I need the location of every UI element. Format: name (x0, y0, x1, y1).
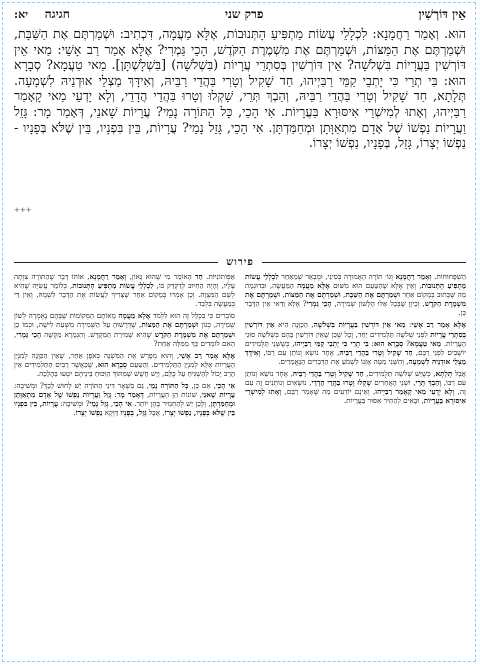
dibbur-hamatchil: אִי הָכֵי (215, 381, 235, 391)
dibbur-hamatchil: וּשְׁמַרְתֶּם אֶת הַמַּצּוֹת (284, 290, 341, 300)
dibbur-hamatchil: סְבָרָא הוּא (373, 338, 404, 348)
dibbur-hamatchil: אִי הָכֵי (113, 399, 132, 409)
dibbur-hamatchil: חַד שָׁקִיל וְטָרִי בַּהֲדֵי רַבֵּיהּ (339, 347, 413, 357)
commentary-paragraph: אִי הָכֵי, אִם כֵּן, כָּל הַתּוֹרָה נָמֵי, גַּם בִּשְׁאָר דִּינֵי הַתּוֹרָה יֵשׁ לָחוּשׁ לְכָךְ? וּמְשִׁיבָה: עֲרָיוֹת שָׁאנֵי, שׁוֹנוֹת הֵן הָעֲרָיוֹת, דְּאָמַר מָר: גָּזֵל וַעֲרָיוֹת נַפְשׁוֹ שֶׁל אָדָם מִתְאַוָּתָן וּמְחַמַּדְתָּן, וְלָכֵן יֵשׁ לְהַחְמִיר בָּהֶן יוֹתֵר. אִי הָכֵי, גָּזֵל נָמֵי? וּמְשִׁיבָה: עֲרָיוֹת, בֵּין בִּפְנָיו בֵּין שֶׁלֹּא בְּפָנָיו, נַפְשׁוֹ יְצָרוֹ, אֲבָל גָּזֵל, בְּפָנָיו דַּוְקָא נַפְשׁוֹ יְצָרוֹ. (14, 381, 235, 418)
dibbur-hamatchil: לִכְלָלֵי עֲשׂוֹת מַתְפִּיעַ הָתְּנוּבוֹת (72, 281, 154, 291)
dibbur-hamatchil: עֲרָיוֹת, בֵּין בִּפְנָיו בֵּין שֶׁלֹּא בְּפָנָיו, נַפְשׁוֹ יְצָרוֹ (14, 399, 235, 418)
page-header (14, 6, 466, 22)
divider-line-left (14, 262, 218, 263)
dibbur-hamatchil: וּשְׁמַרְתֶּם אֶת מִשְׁמֶרֶת הַקֹּדֶשׁ (154, 329, 235, 339)
commentary-paragraph: אַפְּוֹתוֹנִיּוֹת. חַד הָאוֹמֵר מִי שֶׁהוּא גָּאוֹן, וְאָמַר רַחֲמָנָא, אוֹתוֹ דָּבָר שֶׁהַתּוֹרָה צִוְּתָה עָלָיו, וְהָיָה הַחִיּוּב לְדַקְדֵּק בּוֹ, לִכְלָלֵי עֲשׂוֹת מַתְפִּיעַ הָתְּנוּבוֹת, כְּלוֹמַר עֲשִׂיָּה שֶׁהִיא לְשֵׁם הַמִּצְוָה. וְכֵן אָמְרוּ בְּמָקוֹם אַחֵר שֶׁצָּרִיךְ לַעֲשׂוֹת אֶת הַדָּבָר לִשְׁמָהּ, וְאֵין דַּי בְּמַעֲשֶׂה בִּלְבַד. (14, 272, 235, 309)
header-chapter-number: פרק שני (224, 6, 264, 21)
dibbur-hamatchil: אֶלָּא אָמַר רַב אָשֵׁי (179, 350, 235, 360)
dibbur-hamatchil: דְּאָמַר מָר (116, 390, 144, 400)
header-tractate-label: חגיגה (44, 6, 70, 21)
commentary-paragraph: הַשְׁפָּחוּחוֹת. וְאָמַר רַחֲמָנָא וְגוֹ׳ תוֹרָה הָאֲמוּרָה בְּסִינַי, וּמְבָאֵר שְׁמֵאַחַר לִכְלָלֵי עֲשׂוֹת מַתְפִּיעַ הָתְּנוּבוֹת, וְאֵין אֶלָּא שֶׁהַטַּעַם הוּא מִשּׁוּם אֶלָּא מַעֲמָה הַמַּעֲשֶׂה, וּבְדוּגְמַת מַה שֶּׁכָּתוּב בְּמָקוֹם אַחֵר וּשְׁמַרְתֶּם אֶת הַשַּׁבָּת, וּשְׁמַרְתֶּם אֶת הַמַּצּוֹת, וּשְׁמַרְתֶּם אֶת מִשְׁמֶרֶת הַקֹּדֶשׁ, וְכֵיוָן שֶׁבְּכָל אֵלּוּ הַלָּשׁוֹן שְׁמִירָה, הָכֵי גַּמְרִי? אֶלָּא וַדַּאי אֵין הַדָּבָר כֵּן. (245, 272, 466, 318)
header-tractate-name (14, 7, 70, 22)
dibbur-hamatchil: עֲרָיוֹת שָׁאנֵי (202, 390, 235, 400)
dibbur-hamatchil: הָכֵי גַּמְרִי (16, 329, 42, 339)
commentary-paragraph: אֶלָּא אָמַר רַב אָשֵׁי, וְהוּא מְפָרֵשׁ אֶת הַמִּשְׁנָה בְּאֹפֶן אַחֵר, שֶׁאֵין הַכַּוָּנָה לְמִנְיַן הָעֲרָיוֹת אֶלָּא לְמִנְיַן הַתַּלְמִידִים. וְהַטַּעַם סְבָרָא הוּא, שֶׁכַּאֲשֶׁר רַבִּים הַתַּלְמִידִים אֵין הָרַב יָכוֹל לְהַשְׁגִּיחַ עַל כֻּלָּם, וְיֵשׁ חֲשָׁשׁ שֶׁמִּתּוֹךְ הַוִּכּוּחַ בֵּינֵיהֶם יִטְעוּ בַּהֲלָכָה. (14, 350, 235, 378)
commentary-columns (14, 272, 466, 656)
dibbur-hamatchil: הָכֵי גַּמְרִי (306, 299, 332, 309)
dibbur-hamatchil: סְבָרָא הוּא (97, 359, 128, 369)
dibbur-hamatchil: גָּזֵל, בְּפָנָיו (120, 408, 147, 418)
dibbur-hamatchil: גָּזֵל נָמֵי (89, 399, 109, 409)
dibbur-hamatchil: וְאָתוּ לְמִישְׁרֵי אִיסּוּרָא בַּעֲרָיוֹת (245, 387, 466, 406)
dibbur-hamatchil: וּשְׁמַרְתֶּם אֶת הַשַּׁבָּת (345, 290, 401, 300)
commentary-paragraph: אֶלָּא אָמַר רַב אָשֵׁי: מַאי אֵין דּוֹרְשִׁין בַּעֲרָיוֹת בִּשְׁלֹשָׁה, הַכַּוָּנָה הִיא אֵין דּוֹרְשִׁין בְּסִתְרֵי עֲרָיוֹת לִפְנֵי שְׁלֹשָׁה תַּלְמִידִים יַחַד, וְכָל שֶׁכֵּן שֶׁאֵין דּוֹרְשִׁין בָּהֶם בִּשְׁלֹשָׁה סוּגֵי הָעֲרָיוֹת. מַאי טַעֲמָא? סְבָרָא הוּא: בִּי תְרֵי כִּי יָתְבֵי קַמֵּי רַבַּיְיהוּ, כְּשֶׁשְּׁנֵי תַּלְמִידִים יוֹשְׁבִים לִפְנֵי רַבָּם, חַד שָׁקִיל וְטָרִי בַּהֲדֵי רַבֵּיהּ, אֶחָד נוֹשֵׂא וְנוֹתֵן עִם רַבּוֹ, וְאִידָּךְ מַצְלֵי אוּדְנֵיהּ לִשְׁמָעָה, וְהַשֵּׁנִי מַטֶּה אָזְנוֹ לִשְׁמֹעַ אֶת הַדְּבָרִים הַנֶּאֱמָרִים. (245, 320, 466, 366)
dibbur-hamatchil: מַאי אֵין דּוֹרְשִׁין בַּעֲרָיוֹת בִּשְׁלֹשָׁה (313, 320, 406, 330)
dibbur-hamatchil: גָּזֵל וַעֲרָיוֹת נַפְשׁוֹ שֶׁל אָדָם מִתְאַוָּתָן וּמְחַמַּדְתָּן (14, 390, 235, 409)
header-page-number: יא: (14, 7, 29, 21)
section-marker: +++ (14, 206, 32, 214)
dibbur-hamatchil: חַד שָׁקִיל וְטָרִי בַּהֲדֵי רַבֵּיהּ (292, 368, 364, 378)
dibbur-hamatchil: אֶלָּא מַעֲמָה (297, 281, 330, 291)
dibbur-hamatchil: וְאָמַר רַחֲמָנָא (89, 272, 127, 281)
header-tractate-chapter: אֵין דּוֹרְשִׁין (418, 6, 466, 21)
dibbur-hamatchil: אֶלָּא אָמַר רַב אָשֵׁי (411, 320, 466, 330)
commentary-column-right (245, 272, 466, 656)
dibbur-hamatchil: אֵין דּוֹרְשִׁין בְּסִתְרֵי עֲרָיוֹת (245, 320, 466, 339)
dibbur-hamatchil: וְאִידָּךְ מַצְלֵי אוּדְנֵיהּ לִשְׁמָעָה (245, 347, 466, 366)
divider-line-right (262, 262, 466, 263)
dibbur-hamatchil: וּשְׁמַרְתֶּם אֶת מִשְׁמֶרֶת הַקֹּדֶשׁ (245, 290, 466, 309)
commentary-divider (14, 256, 466, 268)
dibbur-hamatchil: וְלָא יָדְעֵי מַאי קָאָמַר רַבַּיְיהוּ (375, 387, 455, 397)
dibbur-hamatchil: מַאי טַעֲמָא (409, 338, 442, 348)
commentary-title: פירוש (226, 256, 254, 268)
gemara-text: הוּא. וְאָמַר רַחֲמָנָא: לִכְלָלֵי עֲשׂוֹת מַתְפִּיעַ הָתְּנוּבוֹת, אֶלָּא מַעֲמָה, דִּכְתִיב: וּשְׁמַרְתֶּם אֶת הַשַּׁבָּת, וּשְׁמַרְתֶּם אֶת הַמַּצּוֹת, וּשְׁמַרְתֶּם אֶת מִשְׁמֶרֶת הַקֹּדֶשׁ, הָכֵי גַּמְרִי? אֶלָּא אָמַר רַב אָשֵׁי: מַאי אֵין דּוֹרְשִׁין בַּעֲרָיוֹת בִּשְׁלֹשָׁה? אֵין דּוֹרְשִׁין בְּסִתְרֵי עֲרָיוֹת (בִּשְׁלֹשָׁה) [בִּשְׁלָשְׁתָּן]. מַאי טַעֲמָא? סְבָרָא הוּא: בִּי תְרֵי כִּי יָתְבֵי קַמֵּי רַבַּיְיהוּ, חַד שָׁקִיל וְטָרִי בַּהֲדֵי רַבֵּיהּ, וְאִידָּךְ מַצְלֵי אוּדְנֵיהּ לִשְׁמָעָה. תְּלָתָא, חַד שָׁקִיל וְטָרִי בַּהֲדֵי רַבֵּיהּ, וְהַבְךְ תְּרֵי, שָׁקְלוּ וְטָרוּ בַּהֲדֵי הֲדָדֵי, וְלָא יָדְעֵי מַאי קָאָמַר רַבַּיְיהוּ, וְאָתוּ לְמִישְׁרֵי אִיסּוּרָא בַּעֲרָיוֹת. אִי הָכֵי, כָּל הַתּוֹרָה נָמֵי? עֲרָיוֹת שָׁאנֵי, דְּאָמַר מָר: גָּזֵל וַעֲרָיוֹת נַפְשׁוֹ שֶׁל אָדָם מִתְאַוָּתָן וּמְחַמַּדְתָּן. אִי הָכֵי, גָּזֵל נָמֵי? עֲרָיוֹת, בֵּין בִּפְנָיו, בֵּין שֶׁלֹּא בְּפָנָיו - נַפְשׁוֹ יְצָרוֹ, גָּזֵל, בְּפָנָיו, נַפְשׁוֹ יְצָרוֹ. (14, 26, 466, 151)
commentary-paragraph: סוֹבְרִים כִּי בִּכְלַל זֶה הוּא לִלְמֹד אֶלָּא מַעֲמָה מֵאוֹתָם הַמְּקוֹמוֹת שֶׁבָּהֶם נֶאֶמְרָה לְשׁוֹן שְׁמִירָה, כְּגוֹן וּשְׁמַרְתֶּם אֶת הַמַּצּוֹת, שֶׁדְּרָשׁוּהָ עַל הַשְּׁמִירָה מִשְּׁעַת לִישָׁה, וּכְמוֹ כֵן וּשְׁמַרְתֶּם אֶת מִשְׁמֶרֶת הַקֹּדֶשׁ שֶׁהִיא שְׁמִירַת הַמִּקְדָּשׁ. וְהַגְּמָרָא מַקְשָׁה הָכֵי גַּמְרִי, הַאִם לוֹמְדִים כָּךְ מִמִּלָּה אַחַת? (14, 311, 235, 348)
dibbur-hamatchil: תְּלָתָא (435, 368, 453, 378)
dibbur-hamatchil: שָׁקְלוּ וְטָרוּ בַּהֲדֵי הֲדָדֵי (311, 378, 372, 388)
dibbur-hamatchil: וְהַבְךְ תְּרֵי (415, 378, 442, 388)
dibbur-hamatchil: וְאָמַר רַחֲמָנָא (395, 272, 432, 281)
dibbur-hamatchil: כָּל הַתּוֹרָה נָמֵי (148, 381, 189, 391)
dibbur-hamatchil: בִּי תְרֵי כִּי יָתְבֵי קַמֵּי רַבַּיְיהוּ (294, 338, 369, 348)
dibbur-hamatchil: אֶלָּא מַעֲמָה (118, 311, 151, 321)
dibbur-hamatchil: לִכְלָלֵי עֲשׂוֹת מַתְפִּיעַ הָתְּנוּבוֹת (245, 272, 466, 291)
commentary-paragraph: אֲבָל תְּלָתָא, כְּשֶׁיֵּשׁ שְׁלֹשָׁה תַּלְמִידִים, חַד שָׁקִיל וְטָרִי בַּהֲדֵי רַבֵּיהּ, אֶחָד נוֹשֵׂא וְנוֹתֵן עִם רַבּוֹ, וְהַבְךְ תְּרֵי, וּשְׁנֵי הָאֲחֵרִים שָׁקְלוּ וְטָרוּ בַּהֲדֵי הֲדָדֵי, נוֹשְׂאִים וְנוֹתְנִים זֶה עִם זֶה, וְלָא יָדְעֵי מַאי קָאָמַר רַבַּיְיהוּ, וְאֵינָם יוֹדְעִים מַה שֶּׁאָמַר רַבָּם, וְאָתוּ לְמִישְׁרֵי אִיסּוּרָא בַּעֲרָיוֹת, וּבָאִים לְהַתִּיר אִסּוּר בַּעֲרָיוֹת. (245, 368, 466, 406)
commentary-column-left (14, 272, 235, 656)
dibbur-hamatchil: נַפְשׁוֹ יְצָרוֹ (75, 408, 103, 418)
dibbur-hamatchil: חַד (195, 272, 203, 281)
dibbur-hamatchil: וּשְׁמַרְתֶּם אֶת הַמַּצּוֹת (141, 320, 199, 330)
